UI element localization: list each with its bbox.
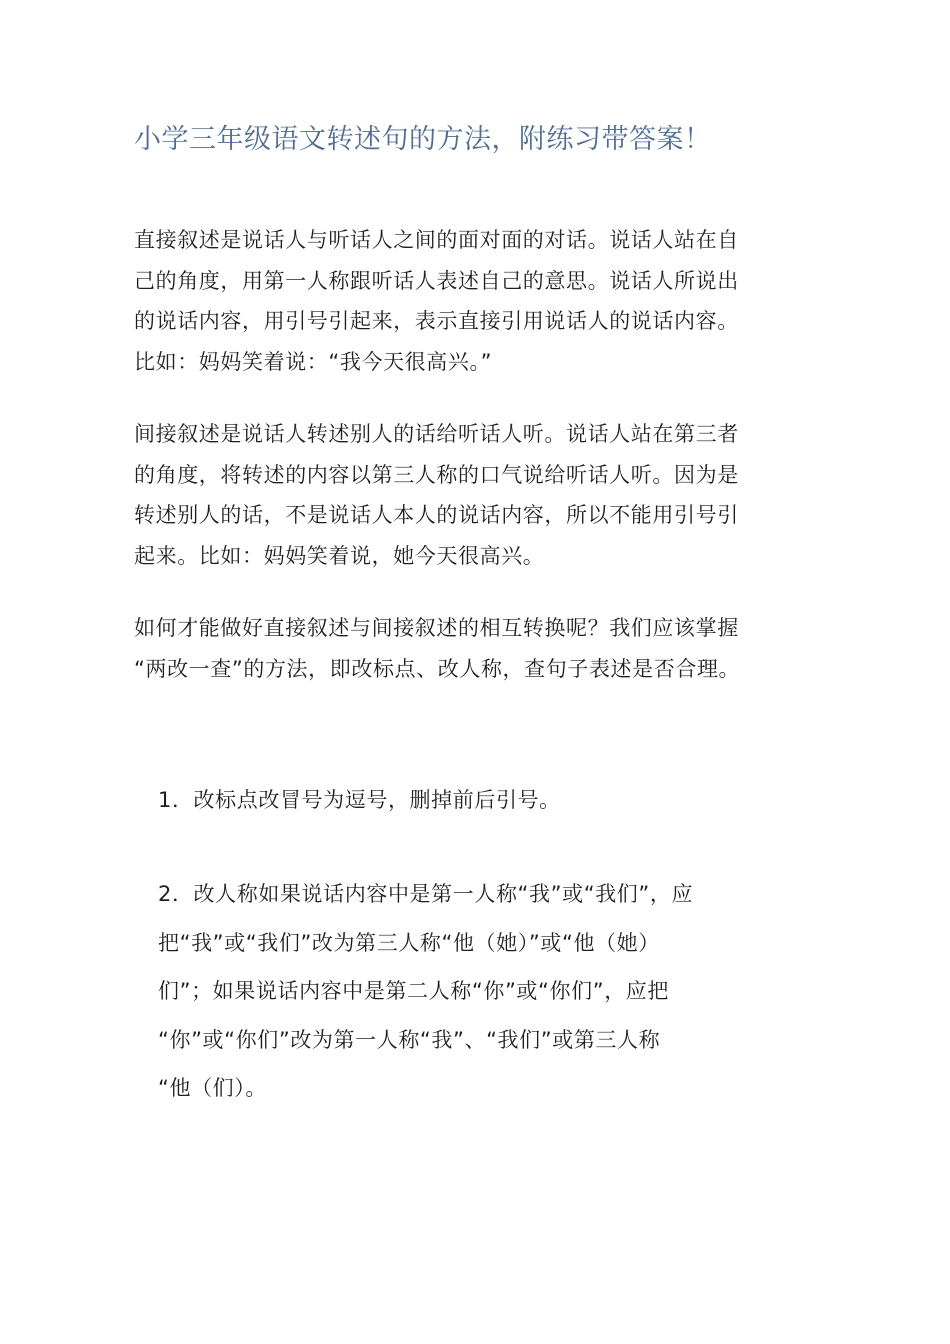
paragraph-direct-speech (134, 220, 814, 382)
list-item-line: 1．改标点改冒号为逗号，删掉前后引号。 (158, 788, 561, 812)
paragraph-line: 直接叙述是说话人与听话人之间的面对面的对话。说话人站在自 (134, 228, 739, 252)
paragraph-line: 间接叙述是说话人转述别人的话给听话人听。说话人站在第三者 (134, 422, 739, 446)
article-title: 小学三年级语文转述句的方法，附练习带答案！ (134, 124, 712, 155)
paragraph-line: 己的角度，用第一人称跟听话人表述自己的意思。说话人所说出 (134, 268, 739, 293)
list-item-punctuation (158, 776, 818, 825)
list-item-line: “你”或“你们”改为第一人称“我”、“我们”或第三人称 (158, 1027, 661, 1052)
paragraph-line: 转述别人的话，不是说话人本人的说话内容，所以不能用引号引 (134, 503, 739, 527)
list-item-line: “他（们）。 (158, 1076, 267, 1100)
paragraph-line: 起来。比如：妈妈笑着说，她今天很高兴。 (134, 543, 545, 568)
list-item-person (158, 870, 818, 1113)
paragraph-indirect-speech (134, 414, 814, 576)
paragraph-line: 的说话内容，用引号引起来，表示直接引用说话人的说话内容。 (134, 309, 739, 333)
paragraph-line: “两改一查”的方法，即改标点、改人称，查句子表述是否合理。 (134, 656, 741, 681)
paragraph-conversion-method (134, 608, 814, 689)
list-item-line: 们”；如果说话内容中是第二人称“你”或“你们”，应把 (158, 979, 669, 1003)
paragraph-line: 如何才能做好直接叙述与间接叙述的相互转换呢？我们应该掌握 (134, 616, 739, 640)
paragraph-line: 比如：妈妈笑着说：“我今天很高兴。” (134, 349, 493, 374)
paragraph-line: 的角度，将转述的内容以第三人称的口气说给听话人听。因为是 (134, 462, 739, 487)
list-item-line: 2．改人称如果说话内容中是第一人称“我”或“我们”，应 (158, 882, 694, 906)
list-item-line: 把“我”或“我们”改为第三人称“他（她）”或“他（她） (158, 930, 660, 955)
